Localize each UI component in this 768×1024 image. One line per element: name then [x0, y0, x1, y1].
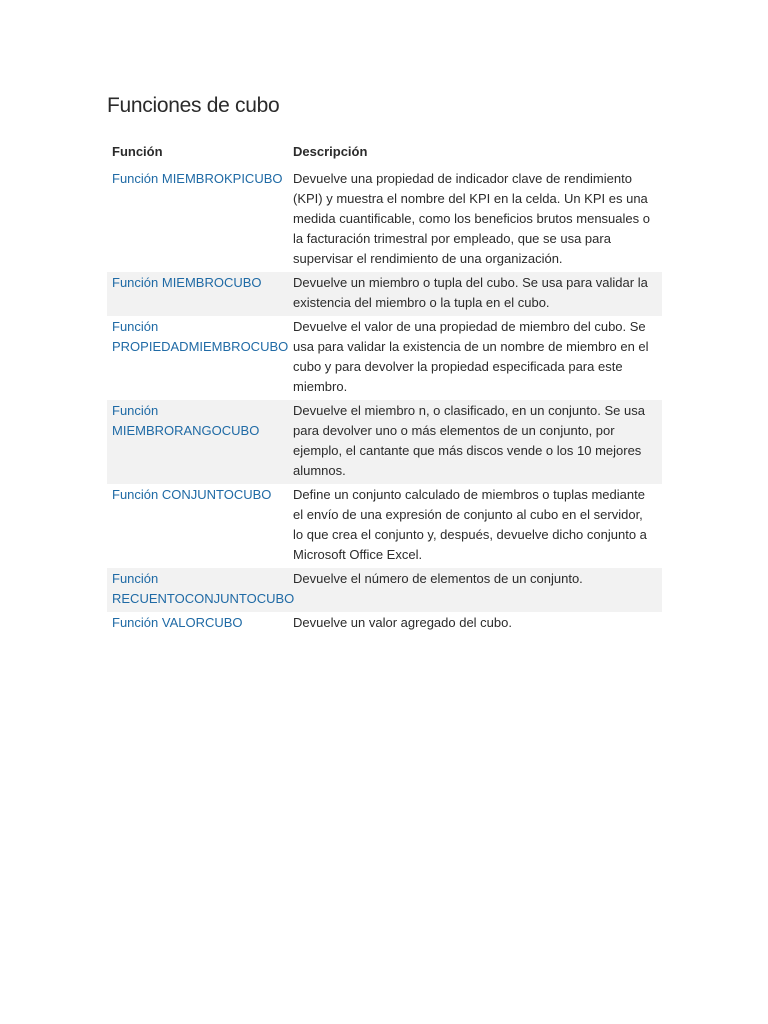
table-row: [107, 168, 662, 272]
function-description: Devuelve un miembro o tupla del cubo. Se usa para validar la existencia del miembro o la tupla en el cubo.: [288, 272, 662, 316]
function-description: Devuelve el miembro n, o clasificado, en un conjunto. Se usa para devolver uno o más elementos de un conjunto, por ejemplo, el cantante que más discos vende o los 10 mejores alumnos.: [288, 400, 662, 484]
function-description: Define un conjunto calculado de miembros o tuplas mediante el envío de una expresión de conjunto al cubo en el servidor, lo que crea el conjunto y, después, devuelve dicho conjunto a Microsoft Office Excel.: [293, 487, 647, 562]
page-title: Funciones de cubo: [107, 94, 280, 117]
function-link-miembrorangocubo[interactable]: Función MIEMBRORANGOCUBO: [107, 400, 288, 484]
function-link-conjuntocubo[interactable]: Función CONJUNTOCUBO: [112, 487, 272, 502]
function-description: Devuelve una propiedad de indicador clave de rendimiento (KPI) y muestra el nombre del KPI en la celda. Un KPI es una medida cuantificable, como los beneficios brutos mensuales o la facturación trimestral por empleado, que se usa para supervisar el rendimiento de una organización.: [293, 171, 650, 266]
function-link-recuentoconjuntocubo[interactable]: Función RECUENTOCONJUNTOCUBO: [107, 568, 288, 612]
table-row: [107, 484, 662, 568]
table-header-row: [107, 140, 662, 168]
function-link-miembrokpicubo[interactable]: Función MIEMBROKPICUBO: [112, 171, 283, 186]
table-row: [107, 612, 662, 636]
column-header-description: Descripción: [293, 144, 368, 159]
function-link-miembrocubo[interactable]: Función MIEMBROCUBO: [107, 272, 288, 316]
function-link-propiedadmiembrocubo[interactable]: Función PROPIEDADMIEMBROCUBO: [112, 319, 289, 354]
column-header-function: Función: [112, 144, 163, 159]
table-row: [107, 568, 662, 612]
table-row: [107, 272, 662, 316]
function-link-valorcubo[interactable]: Función VALORCUBO: [112, 615, 243, 630]
function-description: Devuelve el número de elementos de un conjunto.: [288, 568, 662, 612]
function-description: Devuelve un valor agregado del cubo.: [293, 615, 512, 630]
cube-functions-table: [107, 140, 662, 636]
function-description: Devuelve el valor de una propiedad de miembro del cubo. Se usa para validar la existencia de un nombre de miembro en el cubo y para devolver la propiedad especificada para este miembro.: [293, 319, 649, 394]
table-row: [107, 400, 662, 484]
table-row: [107, 316, 662, 400]
